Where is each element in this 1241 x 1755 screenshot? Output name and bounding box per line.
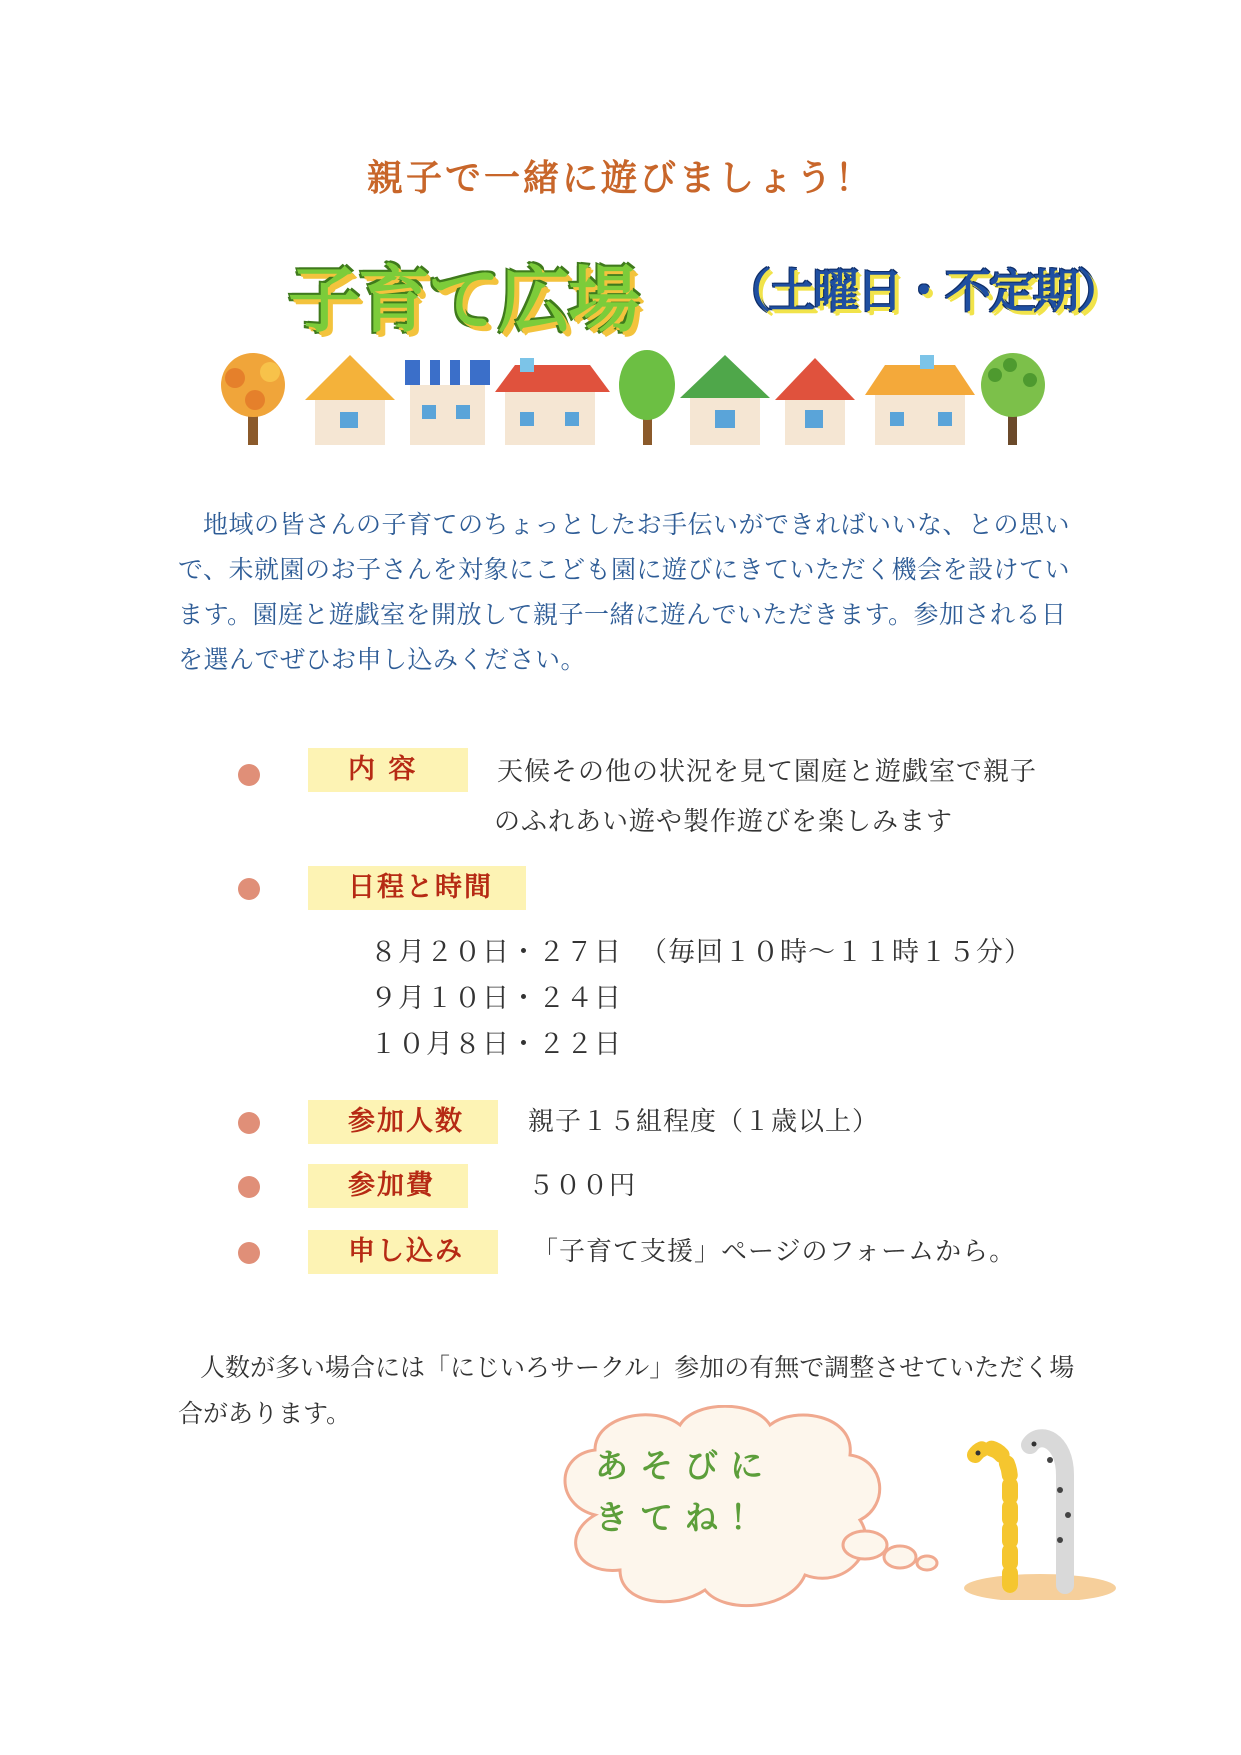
house-icon xyxy=(680,355,770,445)
schedule-row-3: １０月８日・２２日 xyxy=(370,1029,622,1060)
bullet xyxy=(238,1242,260,1264)
fee-value: ５００円 xyxy=(528,1171,637,1201)
bubble-text xyxy=(595,1440,845,1544)
content-text-line2: のふれあい遊や製作遊びを楽しみます xyxy=(494,807,954,837)
house-icon xyxy=(305,355,395,445)
closing-paragraph: 人数が多い場合には「にじいろサークル」参加の有無で調整させていただく場合があります。 xyxy=(178,1353,1075,1428)
page-title: 子育て広場 xyxy=(288,258,639,342)
house-icon xyxy=(495,358,610,445)
people-value: 親子１５組程度（１歳以上） xyxy=(528,1107,880,1137)
fee-label: 参加費 xyxy=(308,1164,468,1208)
schedule-time: （毎回１０時～１１時１５分） xyxy=(640,937,1032,968)
round-tree-icon xyxy=(981,353,1045,445)
content-label: 内 容 xyxy=(308,748,468,792)
autumn-tree-icon xyxy=(221,353,285,445)
apply-label: 申し込み xyxy=(308,1230,498,1274)
house-icon xyxy=(865,355,975,445)
schedule-label: 日程と時間 xyxy=(308,866,526,910)
schedule-row-1: ８月２０日・２７日 xyxy=(370,937,622,968)
shop-icon xyxy=(405,360,490,445)
house-icon xyxy=(775,358,855,445)
content-text-line1: 天候その他の状況を見て園庭と遊戯室で親子 xyxy=(497,757,1038,787)
schedule-row-2: ９月１０日・２４日 xyxy=(370,983,622,1014)
bullet xyxy=(238,1112,260,1134)
people-label: 参加人数 xyxy=(308,1100,498,1144)
intro-paragraph: 地域の皆さんの子育てのちょっとしたお手伝いができればいいな、との思いで、未就園のお子さんを対象にこども園に遊びにきていただく機会を設けています。園庭と遊戯室を開放して親子一緒に遊んでいただきます。参加される日を選んでぜひお申し込みください。 xyxy=(178,510,1071,674)
bubble-line-2: きてね！ xyxy=(595,1498,775,1537)
bullet xyxy=(238,764,260,786)
page-subtitle: 親子で一緒に遊びましょう！ xyxy=(366,158,874,199)
garden-eel-icon xyxy=(960,1420,1120,1600)
houses-illustration xyxy=(210,350,1060,455)
bubble-line-1: あそびに xyxy=(595,1446,775,1485)
title-note: （土曜日・不定期） xyxy=(725,264,1121,318)
bullet xyxy=(238,1176,260,1198)
green-tree-icon xyxy=(619,350,675,445)
apply-value: 「子育て支援」ページのフォームから。 xyxy=(532,1237,1017,1267)
bullet xyxy=(238,878,260,900)
